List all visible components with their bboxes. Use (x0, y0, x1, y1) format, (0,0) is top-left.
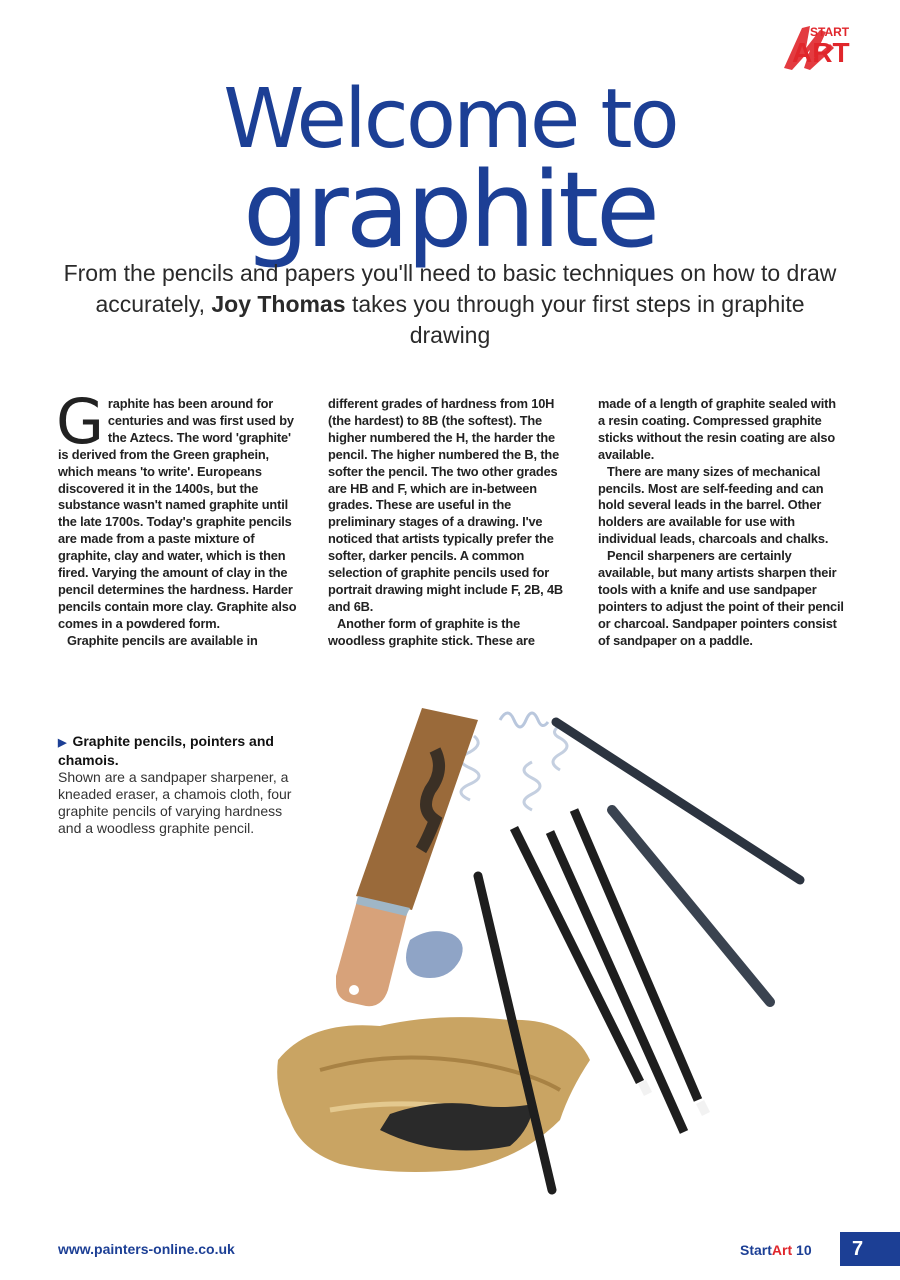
article-column-1 (56, 385, 304, 650)
footer-website-link[interactable]: www.painters-online.co.uk (58, 1241, 235, 1257)
paragraph: Graphite pencils are available in (67, 632, 258, 648)
author-name: Joy Thomas (211, 291, 346, 317)
issue-start: Start (740, 1242, 772, 1258)
caption-body: Shown are a sandpaper sharpener, a kneaded eraser, a chamois cloth, four graphite pencils of varying hardness and a woodless graphite pencil. (58, 769, 292, 836)
standfirst-outro: takes you through your first steps in graphite drawing (345, 291, 805, 348)
page-number: 7 (840, 1232, 900, 1266)
caption-arrow-icon: ▶ (58, 737, 67, 749)
drop-cap: G (56, 385, 104, 458)
standfirst (60, 258, 840, 351)
paragraph: Another form of graphite is the woodless graphite stick. These are (328, 615, 535, 648)
title-line-1: Welcome to (223, 72, 677, 167)
issue-number: 10 (792, 1242, 812, 1258)
issue-art: Art (771, 1242, 793, 1258)
standfirst-intro: From the pencils and papers you'll need to basic techniques on how to draw accurately, (63, 260, 837, 317)
kneaded-eraser (406, 931, 463, 978)
title-line-2: graphite (242, 149, 658, 271)
paragraph-text: raphite has been around for centuries and was first used by the Aztecs. The word 'graphite' is derived from the Green graphein, which means 'to write'. Europeans discovered it in the 1400s, but the substance wasn't named graphite until the late 1700s. Today's graphite pencils are made from a paste mixture of graphite, clay and water, which is then fired. Varying the amount of clay in the pencil determines the hardness. Harder pencils contain more clay. Graphite also comes in a powdered form. (58, 396, 297, 631)
startart-logo (770, 18, 852, 74)
caption-title: Graphite pencils, pointers and chamois. (58, 733, 274, 768)
logo-art-text: ART (792, 37, 850, 68)
paragraph (56, 385, 304, 633)
scribble-mark (524, 762, 540, 810)
paragraph: There are many sizes of mechanical pencils. Most are self-feeding and can hold several leads in the barrel. Other holders are available for use with individual leads, charcoals and chalks. (598, 463, 829, 547)
pencils-illustration (270, 690, 830, 1210)
page-title (0, 72, 900, 271)
article-column-2 (328, 396, 574, 650)
footer-issue (740, 1242, 812, 1258)
paragraph: made of a length of graphite sealed with a resin coating. Compressed graphite sticks without the resin coating are also available. (598, 396, 836, 462)
article-column-3 (598, 396, 844, 650)
scribble-mark (500, 713, 548, 727)
logo-start-text: START (810, 25, 850, 39)
paragraph: Pencil sharpeners are certainly available, but many artists sharpen their tools with a knife and use sandpaper pointers to adjust the point of their pencil or charcoal. Sandpaper pointers consist of sandpaper on a paddle. (598, 548, 844, 648)
paragraph: different grades of hardness from 10H (the hardest) to 8B (the softest). The higher numbered the H, the harder the pencil. The higher numbered the B, the softer the pencil. The two other grades are HB and F, which are in-between grades. These are useful in the preliminary stages of a drawing. I've noticed that artists typically prefer the softer, darker pencils. A common selection of graphite pencils used for portrait drawing might include F, 2B, 4B and 6B. (328, 396, 564, 614)
pencils-photo (270, 690, 830, 1210)
startart-logo-graphic (770, 18, 852, 74)
